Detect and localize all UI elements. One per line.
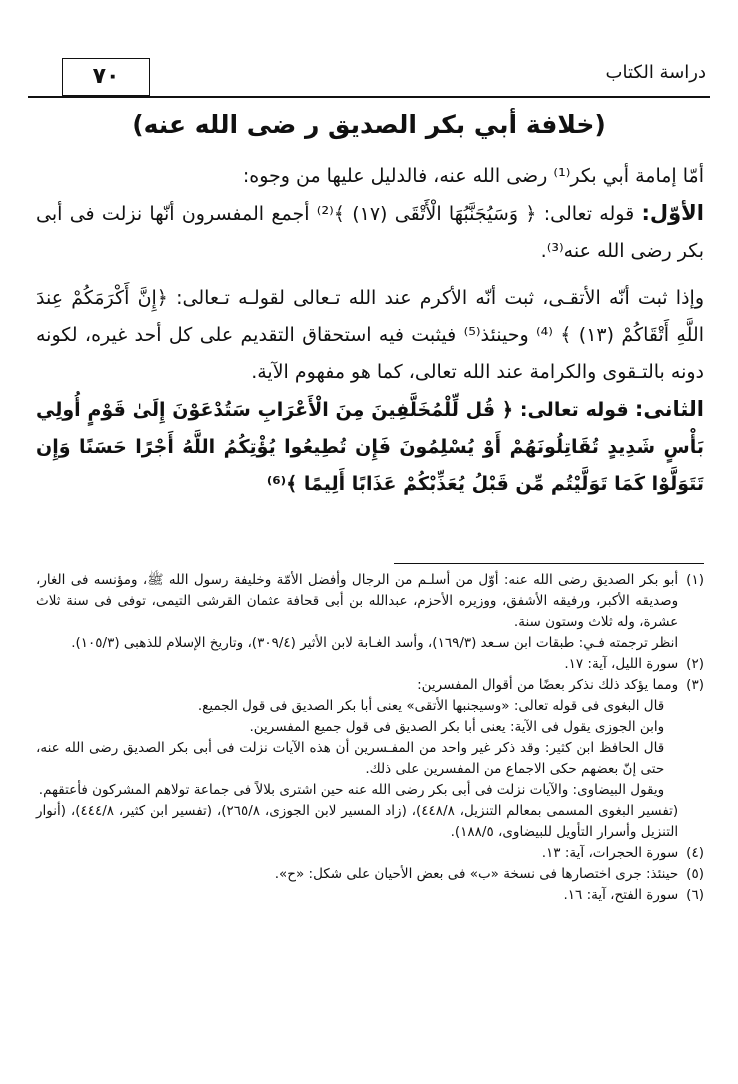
footnote [36, 885, 704, 906]
second-proof-paragraph [36, 391, 704, 503]
footnote-text: قال الحافظ ابن كثير: وقد ذكر غير واحد من المفـسرين أن هذه الآيات نزلت فى أبى بكر الصديق رضى الله عنه، حتى إنّ بعضهم حكى الاجماع من المفسرين على ذلك. [36, 740, 665, 777]
footnote-separator [394, 563, 704, 564]
footnote-text: قال البغوى فى قوله تعالى: «وسيجنبها الأتقى» يعنى أبا بكر الصديق فى قول الجميع. [197, 698, 665, 714]
first-proof-text: قوله تعالى: ﴿ وَسَيُجَنَّبُهَا الْأَتْقَى (١٧) ﴾⁽²⁾ أجمع المفسرون أنّها نزلت فى أبى بكر رضى الله عنه⁽³⁾. [36, 203, 704, 262]
footnote-text: ويقول البيضاوى: والآيات نزلت فى أبى بكر رضى الله عنه حين اشترى بلالاً فى جماعة تولاهم المشركون فأعتقهم. [38, 782, 665, 798]
footnote-text: أبو بكر الصديق رضى الله عنه: أوّل من أسلـم من الرجال وأفضل الأمّة وخليفة رسول الله ﷺ، ومؤنسه فى الغار، وصديقه الأكبر، ورفيقه الأشفق، ووزيره الأحزم، عبدالله بن أبى قحافة عثمان القرشى التيمى، توفى فى سنة ثلاث عشرة، وله ثلاث وستون سنة. [36, 572, 679, 630]
footnote [36, 675, 704, 843]
footnote-text: انظر ترجمته فـي: طبقات ابن سـعد (١٦٩/٣)، وأسد الغـابة لابن الأثير (٣٠٩/٤)، وتاريخ الإسلام للذهبى (١٠٥/٣). [71, 635, 679, 651]
footnote [36, 843, 704, 864]
second-paragraph: وإذا ثبت أنّه الأتقـى، ثبت أنّه الأكرم عند الله تـعالى لقولـه تـعالى: ﴿إِنَّ أَكْرَمَكُمْ عِندَ اللَّهِ أَتْقَاكُمْ (١٣) ﴾ ⁽⁴⁾ وحينئذ⁽⁵⁾ فيثبت فيه استحقاق التقديم على كل أحد غيره، لكونه دونه بالتـقوى والكرامة عند الله تعالى، كما هو مفهوم الآية. [36, 287, 704, 383]
footnote-number: (١) [686, 572, 704, 588]
footnote-text: حينئذ: جرى اختصارها فى نسخة «ب» فى بعض الأحيان على شكل: «ح». [274, 866, 679, 882]
footnote [36, 654, 704, 675]
footnote-number: (٥) [686, 866, 704, 882]
footnote-text: وابن الجوزى يقول فى الآية: يعنى أبا بكر الصديق فى قول جميع المفسرين. [249, 719, 665, 735]
footnote [36, 864, 704, 885]
main-text [36, 158, 704, 503]
footnote [36, 570, 704, 654]
footnote-text: سورة الحجرات، آية: ١٣. [541, 845, 679, 861]
footnote-number: (٤) [686, 845, 704, 861]
header-rule [28, 96, 710, 98]
footnote-text: سورة الليل، آية: ١٧. [564, 656, 679, 672]
first-proof-paragraph [36, 195, 704, 270]
footnotes [36, 570, 704, 906]
footnote-text: ومما يؤكد ذلك نذكر بعضًا من أقوال المفسرين: [417, 677, 679, 693]
footnote-number: (٦) [686, 887, 704, 903]
page-number: ٧٠ [62, 58, 150, 96]
section-title: (خلافة أبي بكر الصديق ر ضى الله عنه) [132, 110, 606, 139]
footnote-number: (٢) [686, 656, 704, 672]
first-keyword: الأوّل: [641, 201, 704, 225]
intro-paragraph: أمّا إمامة أبي بكر⁽¹⁾ رضى الله عنه، فالدليل عليها من وجوه: [242, 165, 704, 187]
footnote-number: (٣) [686, 677, 704, 693]
page-header [28, 52, 710, 98]
footnote-text: (تفسير البغوى المسمى بمعالم التنزيل، ٤٤٨/٨)، (زاد المسير لابن الجوزى، ٢٦٥/٨)، (تفسير ابن كثير، ٤٤٤/٨)، (أنوار التنزيل وأسرار التأويل للبيضاوى، ١٨٨/٥). [36, 803, 679, 840]
second-proof-text: قوله تعالى: ﴿ قُل لِّلْمُخَلَّفِينَ مِنَ الْأَعْرَابِ سَتُدْعَوْنَ إِلَىٰ قَوْمٍ أُولِي بَأْسٍ شَدِيدٍ تُقَاتِلُونَهُمْ أَوْ يُسْلِمُونَ فَإِن تُطِيعُوا يُؤْتِكُمُ اللَّهُ أَجْرًا حَسَنًا وَإِن تَتَوَلَّوْا كَمَا تَوَلَّيْتُم مِّن قَبْلُ يُعَذِّبْكُمْ عَذَابًا أَلِيمًا ﴾⁽⁶⁾ [36, 399, 704, 495]
running-head: دراسة الكتاب [605, 62, 706, 83]
second-keyword: الثانى: [634, 397, 704, 421]
footnote-text: سورة الفتح، آية: ١٦. [563, 887, 679, 903]
